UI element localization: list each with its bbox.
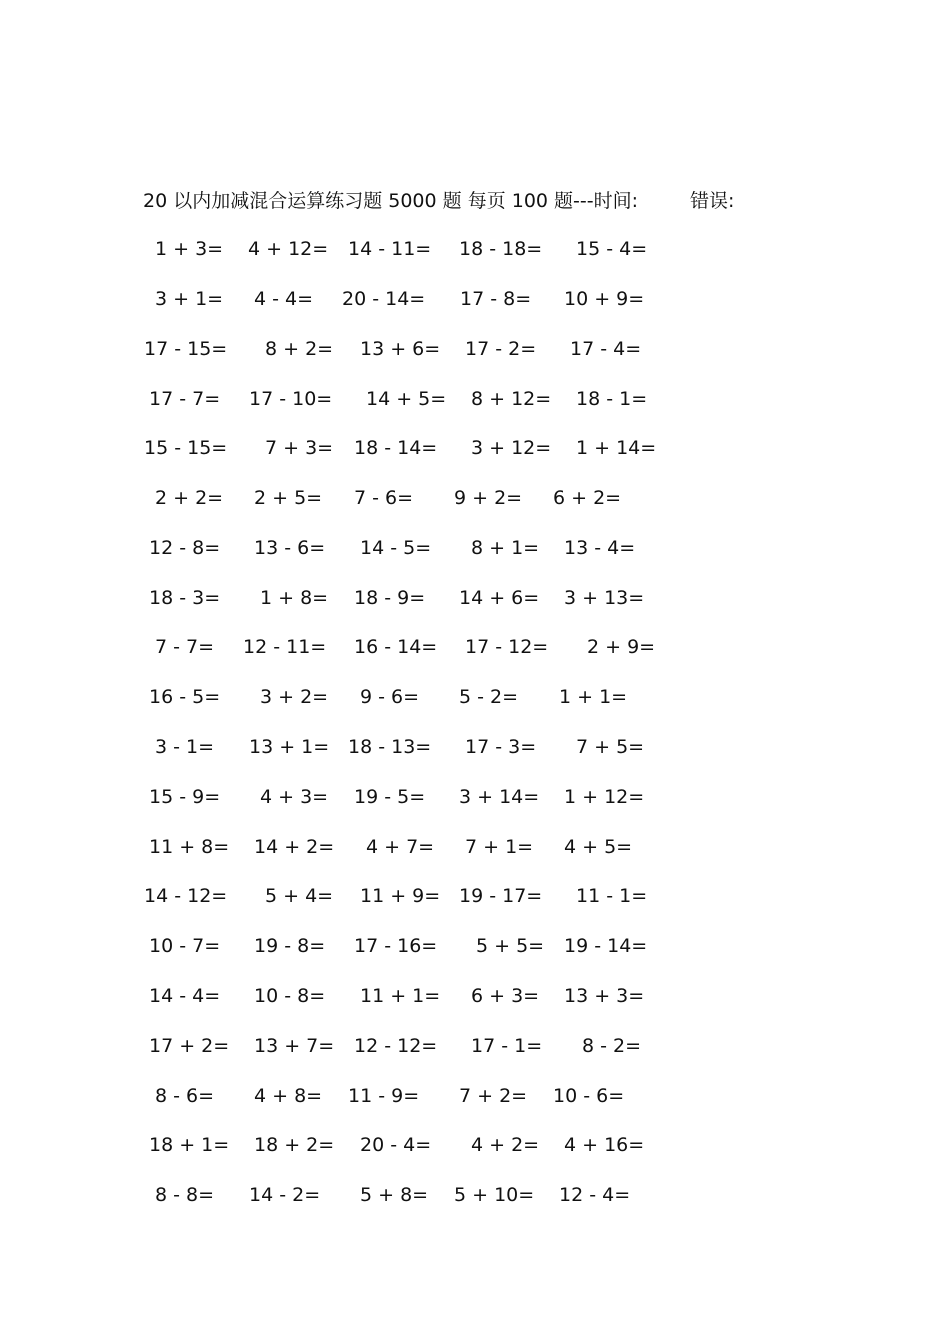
- worksheet-title: 20 以内加减混合运算练习题 5000 题 每页 100 题---时间:: [143, 190, 639, 212]
- problem-item: 7 + 1=: [465, 836, 534, 858]
- problem-item: 17 + 2=: [149, 1035, 230, 1057]
- problem-item: 3 + 1=: [155, 288, 224, 310]
- problem-item: 17 - 7=: [149, 388, 221, 410]
- problem-item: 1 + 12=: [564, 786, 645, 808]
- problem-item: 20 - 14=: [342, 288, 426, 310]
- problem-item: 8 - 8=: [155, 1184, 215, 1206]
- problem-item: 7 + 2=: [459, 1085, 528, 1107]
- problem-item: 10 + 9=: [564, 288, 645, 310]
- problem-item: 18 - 9=: [354, 587, 426, 609]
- problem-item: 8 + 2=: [265, 338, 334, 360]
- problem-item: 5 + 5=: [476, 935, 545, 957]
- problem-item: 3 - 1=: [155, 736, 215, 758]
- problem-item: 13 - 6=: [254, 537, 326, 559]
- problem-item: 17 - 12=: [465, 636, 549, 658]
- problem-item: 10 - 8=: [254, 985, 326, 1007]
- problem-item: 19 - 5=: [354, 786, 426, 808]
- problem-item: 5 + 4=: [265, 885, 334, 907]
- problem-item: 11 + 8=: [149, 836, 230, 858]
- problem-item: 18 + 2=: [254, 1134, 335, 1156]
- problem-item: 11 + 1=: [360, 985, 441, 1007]
- problem-item: 18 - 13=: [348, 736, 432, 758]
- problem-item: 3 + 13=: [564, 587, 645, 609]
- problem-item: 14 - 11=: [348, 238, 432, 260]
- problem-item: 14 - 12=: [144, 885, 228, 907]
- problem-item: 17 - 3=: [465, 736, 537, 758]
- problem-item: 11 + 9=: [360, 885, 441, 907]
- problem-item: 12 - 12=: [354, 1035, 438, 1057]
- problem-item: 7 - 6=: [354, 487, 414, 509]
- problem-item: 5 + 10=: [454, 1184, 535, 1206]
- problem-item: 9 - 6=: [360, 686, 420, 708]
- problem-item: 5 + 8=: [360, 1184, 429, 1206]
- problem-item: 14 - 4=: [149, 985, 221, 1007]
- problem-item: 1 + 1=: [559, 686, 628, 708]
- problem-item: 1 + 8=: [260, 587, 329, 609]
- problem-item: 14 - 5=: [360, 537, 432, 559]
- problem-item: 20 - 4=: [360, 1134, 432, 1156]
- problem-item: 1 + 14=: [576, 437, 657, 459]
- problem-item: 12 - 8=: [149, 537, 221, 559]
- problem-item: 4 + 8=: [254, 1085, 323, 1107]
- problem-item: 15 - 4=: [576, 238, 648, 260]
- problem-item: 17 - 15=: [144, 338, 228, 360]
- problem-item: 19 - 14=: [564, 935, 648, 957]
- problem-item: 18 + 1=: [149, 1134, 230, 1156]
- problem-item: 18 - 14=: [354, 437, 438, 459]
- problem-item: 14 + 6=: [459, 587, 540, 609]
- problem-item: 18 - 18=: [459, 238, 543, 260]
- problem-item: 4 + 3=: [260, 786, 329, 808]
- problem-item: 13 + 3=: [564, 985, 645, 1007]
- problem-item: 14 + 5=: [366, 388, 447, 410]
- problem-item: 1 + 3=: [155, 238, 224, 260]
- problem-item: 17 - 1=: [471, 1035, 543, 1057]
- problem-item: 6 + 2=: [553, 487, 622, 509]
- problem-item: 4 + 5=: [564, 836, 633, 858]
- problem-item: 10 - 7=: [149, 935, 221, 957]
- problem-item: 19 - 8=: [254, 935, 326, 957]
- problem-item: 3 + 2=: [260, 686, 329, 708]
- error-label: 错误:: [690, 190, 735, 212]
- problem-item: 3 + 12=: [471, 437, 552, 459]
- problem-item: 12 - 11=: [243, 636, 327, 658]
- problem-item: 13 + 7=: [254, 1035, 335, 1057]
- problem-item: 11 - 1=: [576, 885, 648, 907]
- problem-item: 13 + 6=: [360, 338, 441, 360]
- problem-item: 13 + 1=: [249, 736, 330, 758]
- problem-item: 2 + 2=: [155, 487, 224, 509]
- problem-item: 8 - 6=: [155, 1085, 215, 1107]
- problem-item: 17 - 4=: [570, 338, 642, 360]
- problem-item: 8 + 1=: [471, 537, 540, 559]
- problem-item: 16 - 5=: [149, 686, 221, 708]
- problem-item: 17 - 8=: [460, 288, 532, 310]
- problem-item: 12 - 4=: [559, 1184, 631, 1206]
- problem-item: 14 - 2=: [249, 1184, 321, 1206]
- problem-item: 3 + 14=: [459, 786, 540, 808]
- problem-item: 8 - 2=: [582, 1035, 642, 1057]
- problem-item: 5 - 2=: [459, 686, 519, 708]
- problem-item: 8 + 12=: [471, 388, 552, 410]
- problem-item: 4 + 7=: [366, 836, 435, 858]
- problem-item: 4 + 16=: [564, 1134, 645, 1156]
- problem-item: 2 + 9=: [587, 636, 656, 658]
- problem-item: 17 - 10=: [249, 388, 333, 410]
- problem-item: 19 - 17=: [459, 885, 543, 907]
- problem-item: 4 - 4=: [254, 288, 314, 310]
- problem-item: 2 + 5=: [254, 487, 323, 509]
- problem-item: 9 + 2=: [454, 487, 523, 509]
- problem-item: 4 + 2=: [471, 1134, 540, 1156]
- problem-item: 7 + 5=: [576, 736, 645, 758]
- problem-item: 18 - 1=: [576, 388, 648, 410]
- problem-item: 15 - 15=: [144, 437, 228, 459]
- problem-item: 15 - 9=: [149, 786, 221, 808]
- problem-item: 18 - 3=: [149, 587, 221, 609]
- problem-item: 7 + 3=: [265, 437, 334, 459]
- problem-item: 17 - 2=: [465, 338, 537, 360]
- problem-item: 6 + 3=: [471, 985, 540, 1007]
- problem-item: 11 - 9=: [348, 1085, 420, 1107]
- problem-item: 17 - 16=: [354, 935, 438, 957]
- problem-item: 14 + 2=: [254, 836, 335, 858]
- problem-item: 13 - 4=: [564, 537, 636, 559]
- problem-item: 7 - 7=: [155, 636, 215, 658]
- problem-item: 10 - 6=: [553, 1085, 625, 1107]
- problem-item: 16 - 14=: [354, 636, 438, 658]
- problem-item: 4 + 12=: [248, 238, 329, 260]
